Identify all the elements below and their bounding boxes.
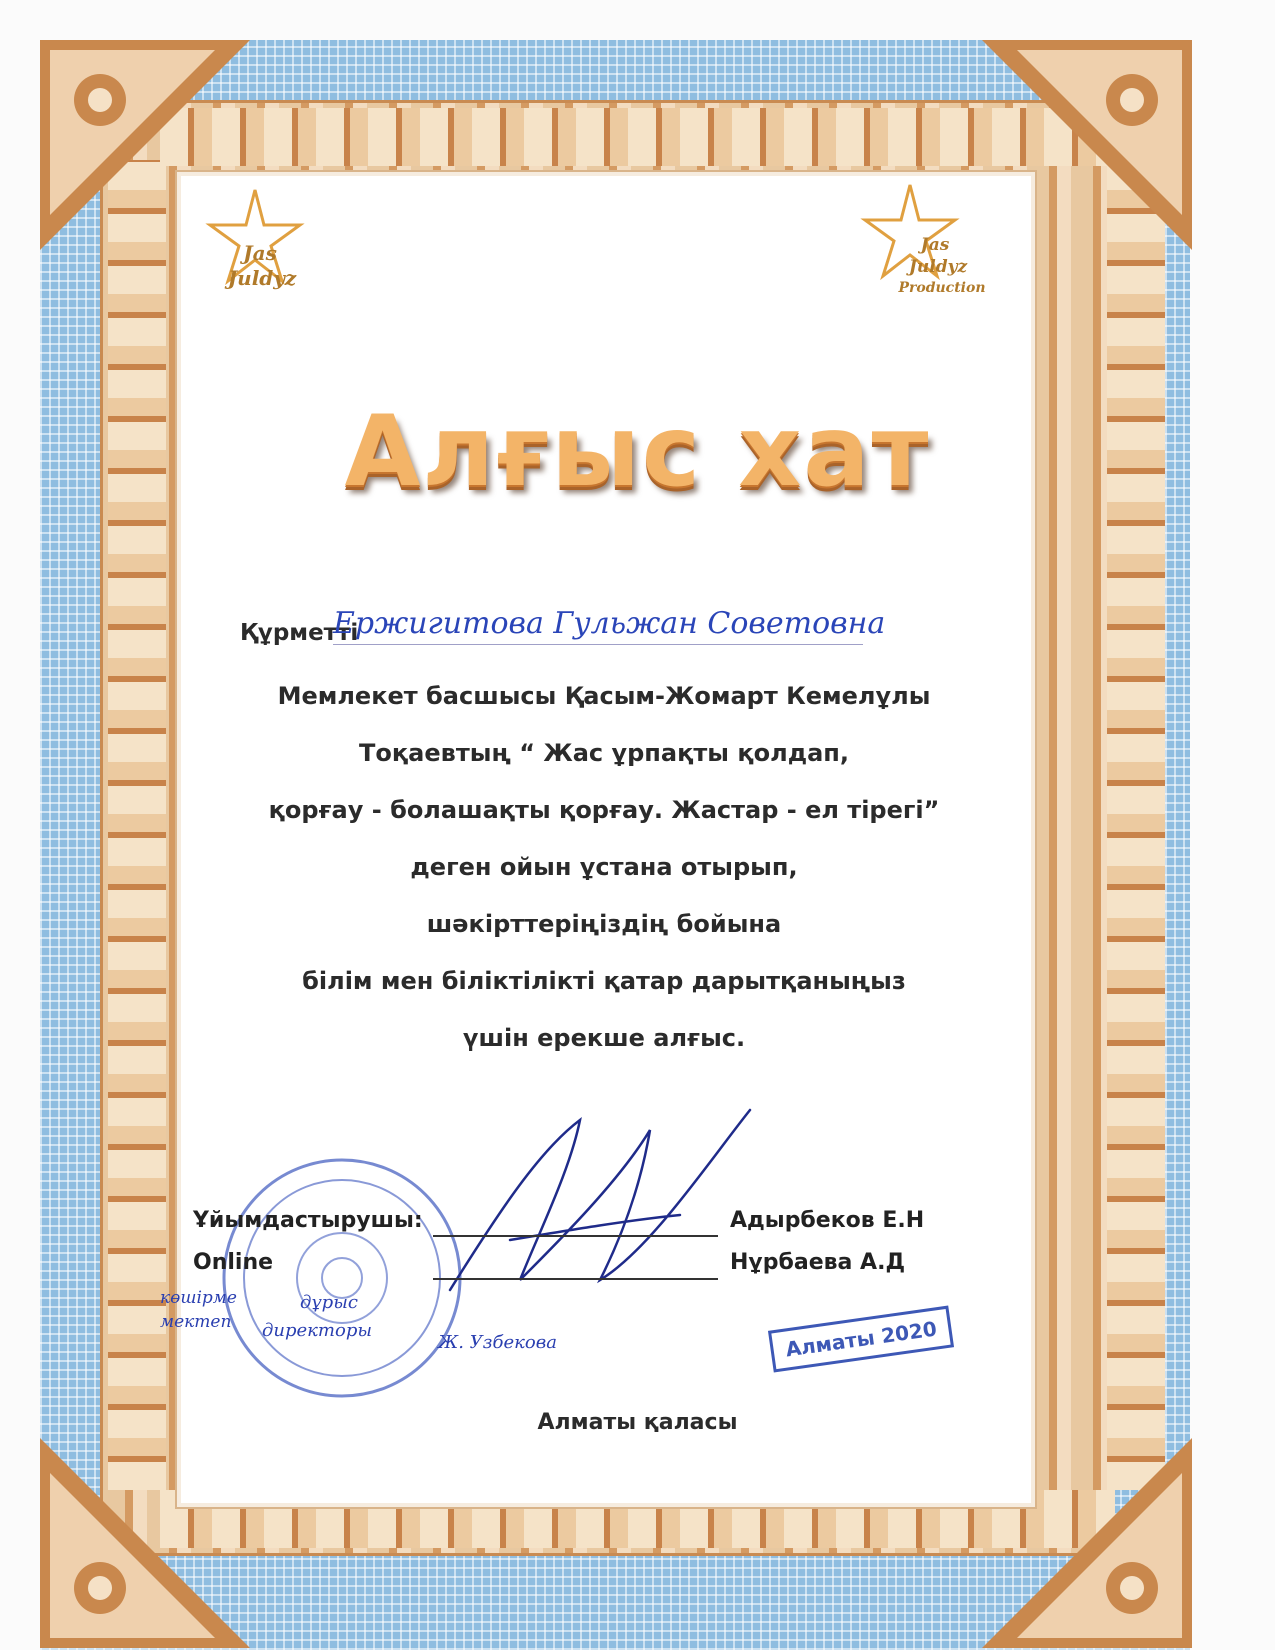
jas-juldyz-logo-left xyxy=(200,185,310,305)
note-correct: дұрыс xyxy=(300,1292,358,1313)
city-line: Алматы қаласы xyxy=(537,1410,738,1435)
online-signature-line xyxy=(433,1278,718,1280)
body-line: білім мен біліктілікті қатар дарытқаныңыз xyxy=(302,967,906,995)
certificate-title: Алғыс хат xyxy=(344,395,931,509)
body-line: Тоқаевтың “ Жас ұрпақты қолдап, xyxy=(359,739,849,767)
logo-right-line3: Production xyxy=(898,280,986,296)
organizer-label: Ұйымдастырушы: xyxy=(193,1208,423,1233)
body-line: қорғау - болашақты қорғау. Жастар - ел тірегі” xyxy=(268,796,940,824)
logo-right-line1: Jas xyxy=(920,235,950,255)
body-line: деген ойын ұстана отырып, xyxy=(410,853,798,881)
greeting-label: Құрметті xyxy=(240,620,359,646)
note-director: директоры xyxy=(262,1320,373,1341)
logo-right-line2: Juldyz xyxy=(908,257,968,277)
almaty-2020-stamp: Алматы 2020 xyxy=(768,1306,954,1373)
recipient-name-underline xyxy=(333,644,863,645)
frame-band-right xyxy=(1107,160,1165,1490)
certificate-body xyxy=(175,668,1033,1067)
note-school: мектеп xyxy=(160,1312,232,1332)
star-icon xyxy=(200,185,310,305)
organizer-name: Адырбеков Е.Н xyxy=(730,1208,925,1233)
organizer-signature-line xyxy=(433,1235,718,1237)
logo-left-line2: Juldyz xyxy=(227,266,297,290)
ornament-corner-bottom-right xyxy=(982,1438,1192,1648)
note-signer: Ж. Узбекова xyxy=(438,1332,557,1353)
logo-left-line1: Jas xyxy=(243,241,277,265)
frame-band-top xyxy=(160,108,1115,166)
online-label: Online xyxy=(193,1250,274,1275)
ornament-corner-top-right xyxy=(982,40,1192,250)
online-name: Нұрбаева А.Д xyxy=(730,1250,906,1275)
director-signature xyxy=(420,1090,780,1310)
star-icon xyxy=(860,180,990,310)
body-line: үшін ерекше алғыс. xyxy=(462,1024,746,1052)
note-copy: көшірме xyxy=(160,1288,237,1308)
frame-band-left xyxy=(108,160,166,1490)
ornament-corner-bottom-left xyxy=(40,1438,250,1648)
body-line: Мемлекет басшысы Қасым-Жомарт Кемелұлы xyxy=(277,682,931,710)
body-line: шәкірттеріңіздің бойына xyxy=(426,910,782,938)
jas-juldyz-logo-right xyxy=(860,180,990,310)
greeting-row xyxy=(225,606,1025,656)
recipient-name-handwritten: Ержигитова Гульжан Советовна xyxy=(333,606,886,641)
